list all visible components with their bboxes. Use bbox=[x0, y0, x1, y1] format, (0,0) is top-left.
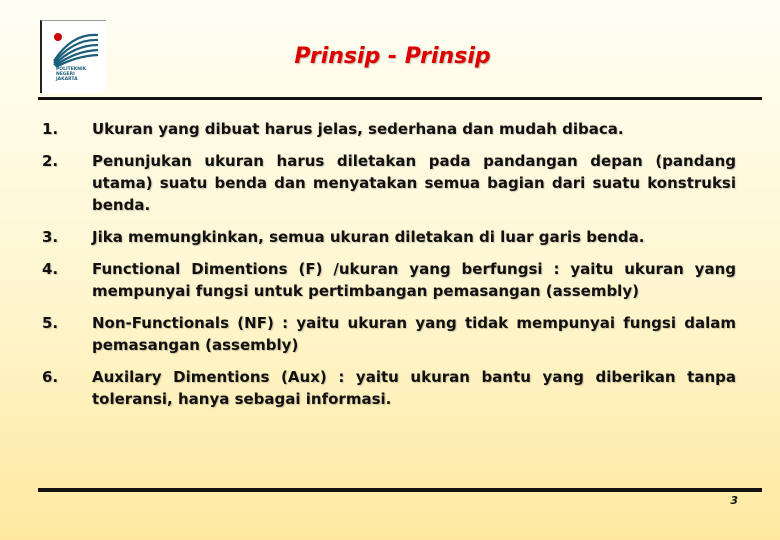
item-text: Jika memungkinkan, semua ukuran diletakan di luar garis benda. bbox=[92, 228, 645, 246]
list-item bbox=[42, 312, 736, 356]
list-item bbox=[42, 226, 736, 248]
logo-text: POLITEKNIK NEGERI JAKARTA bbox=[56, 67, 87, 82]
principles-list bbox=[42, 118, 736, 420]
bottom-divider bbox=[38, 488, 762, 492]
item-text: Non-Functionals (NF) : yaitu ukuran yang tidak mempunyai fungsi dalam pemasangan (assembly) bbox=[92, 314, 736, 354]
item-text: Auxilary Dimentions (Aux) : yaitu ukuran bantu yang diberikan tanpa toleransi, hanya sebagai informasi. bbox=[92, 368, 736, 408]
item-number: 1. bbox=[42, 120, 59, 138]
item-text: Penunjukan ukuran harus diletakan pada pandangan depan (pandang utama) suatu benda dan menyatakan semua bagian dari suatu konstruksi benda. bbox=[92, 152, 736, 214]
item-number: 4. bbox=[42, 260, 59, 278]
top-divider bbox=[38, 97, 762, 100]
list-item bbox=[42, 118, 736, 140]
item-text: Ukuran yang dibuat harus jelas, sederhana dan mudah dibaca. bbox=[92, 120, 624, 138]
item-number: 2. bbox=[42, 152, 59, 170]
page-number: 3 bbox=[730, 494, 738, 507]
item-number: 5. bbox=[42, 314, 59, 332]
item-text: Functional Dimentions (F) /ukuran yang berfungsi : yaitu ukuran yang mempunyai fungsi untuk pertimbangan pemasangan (assembly) bbox=[92, 260, 736, 300]
item-number: 6. bbox=[42, 368, 59, 386]
list-item bbox=[42, 258, 736, 302]
list-item bbox=[42, 366, 736, 410]
list-item bbox=[42, 150, 736, 216]
slide-title: Prinsip - Prinsip bbox=[294, 44, 491, 69]
item-number: 3. bbox=[42, 228, 59, 246]
